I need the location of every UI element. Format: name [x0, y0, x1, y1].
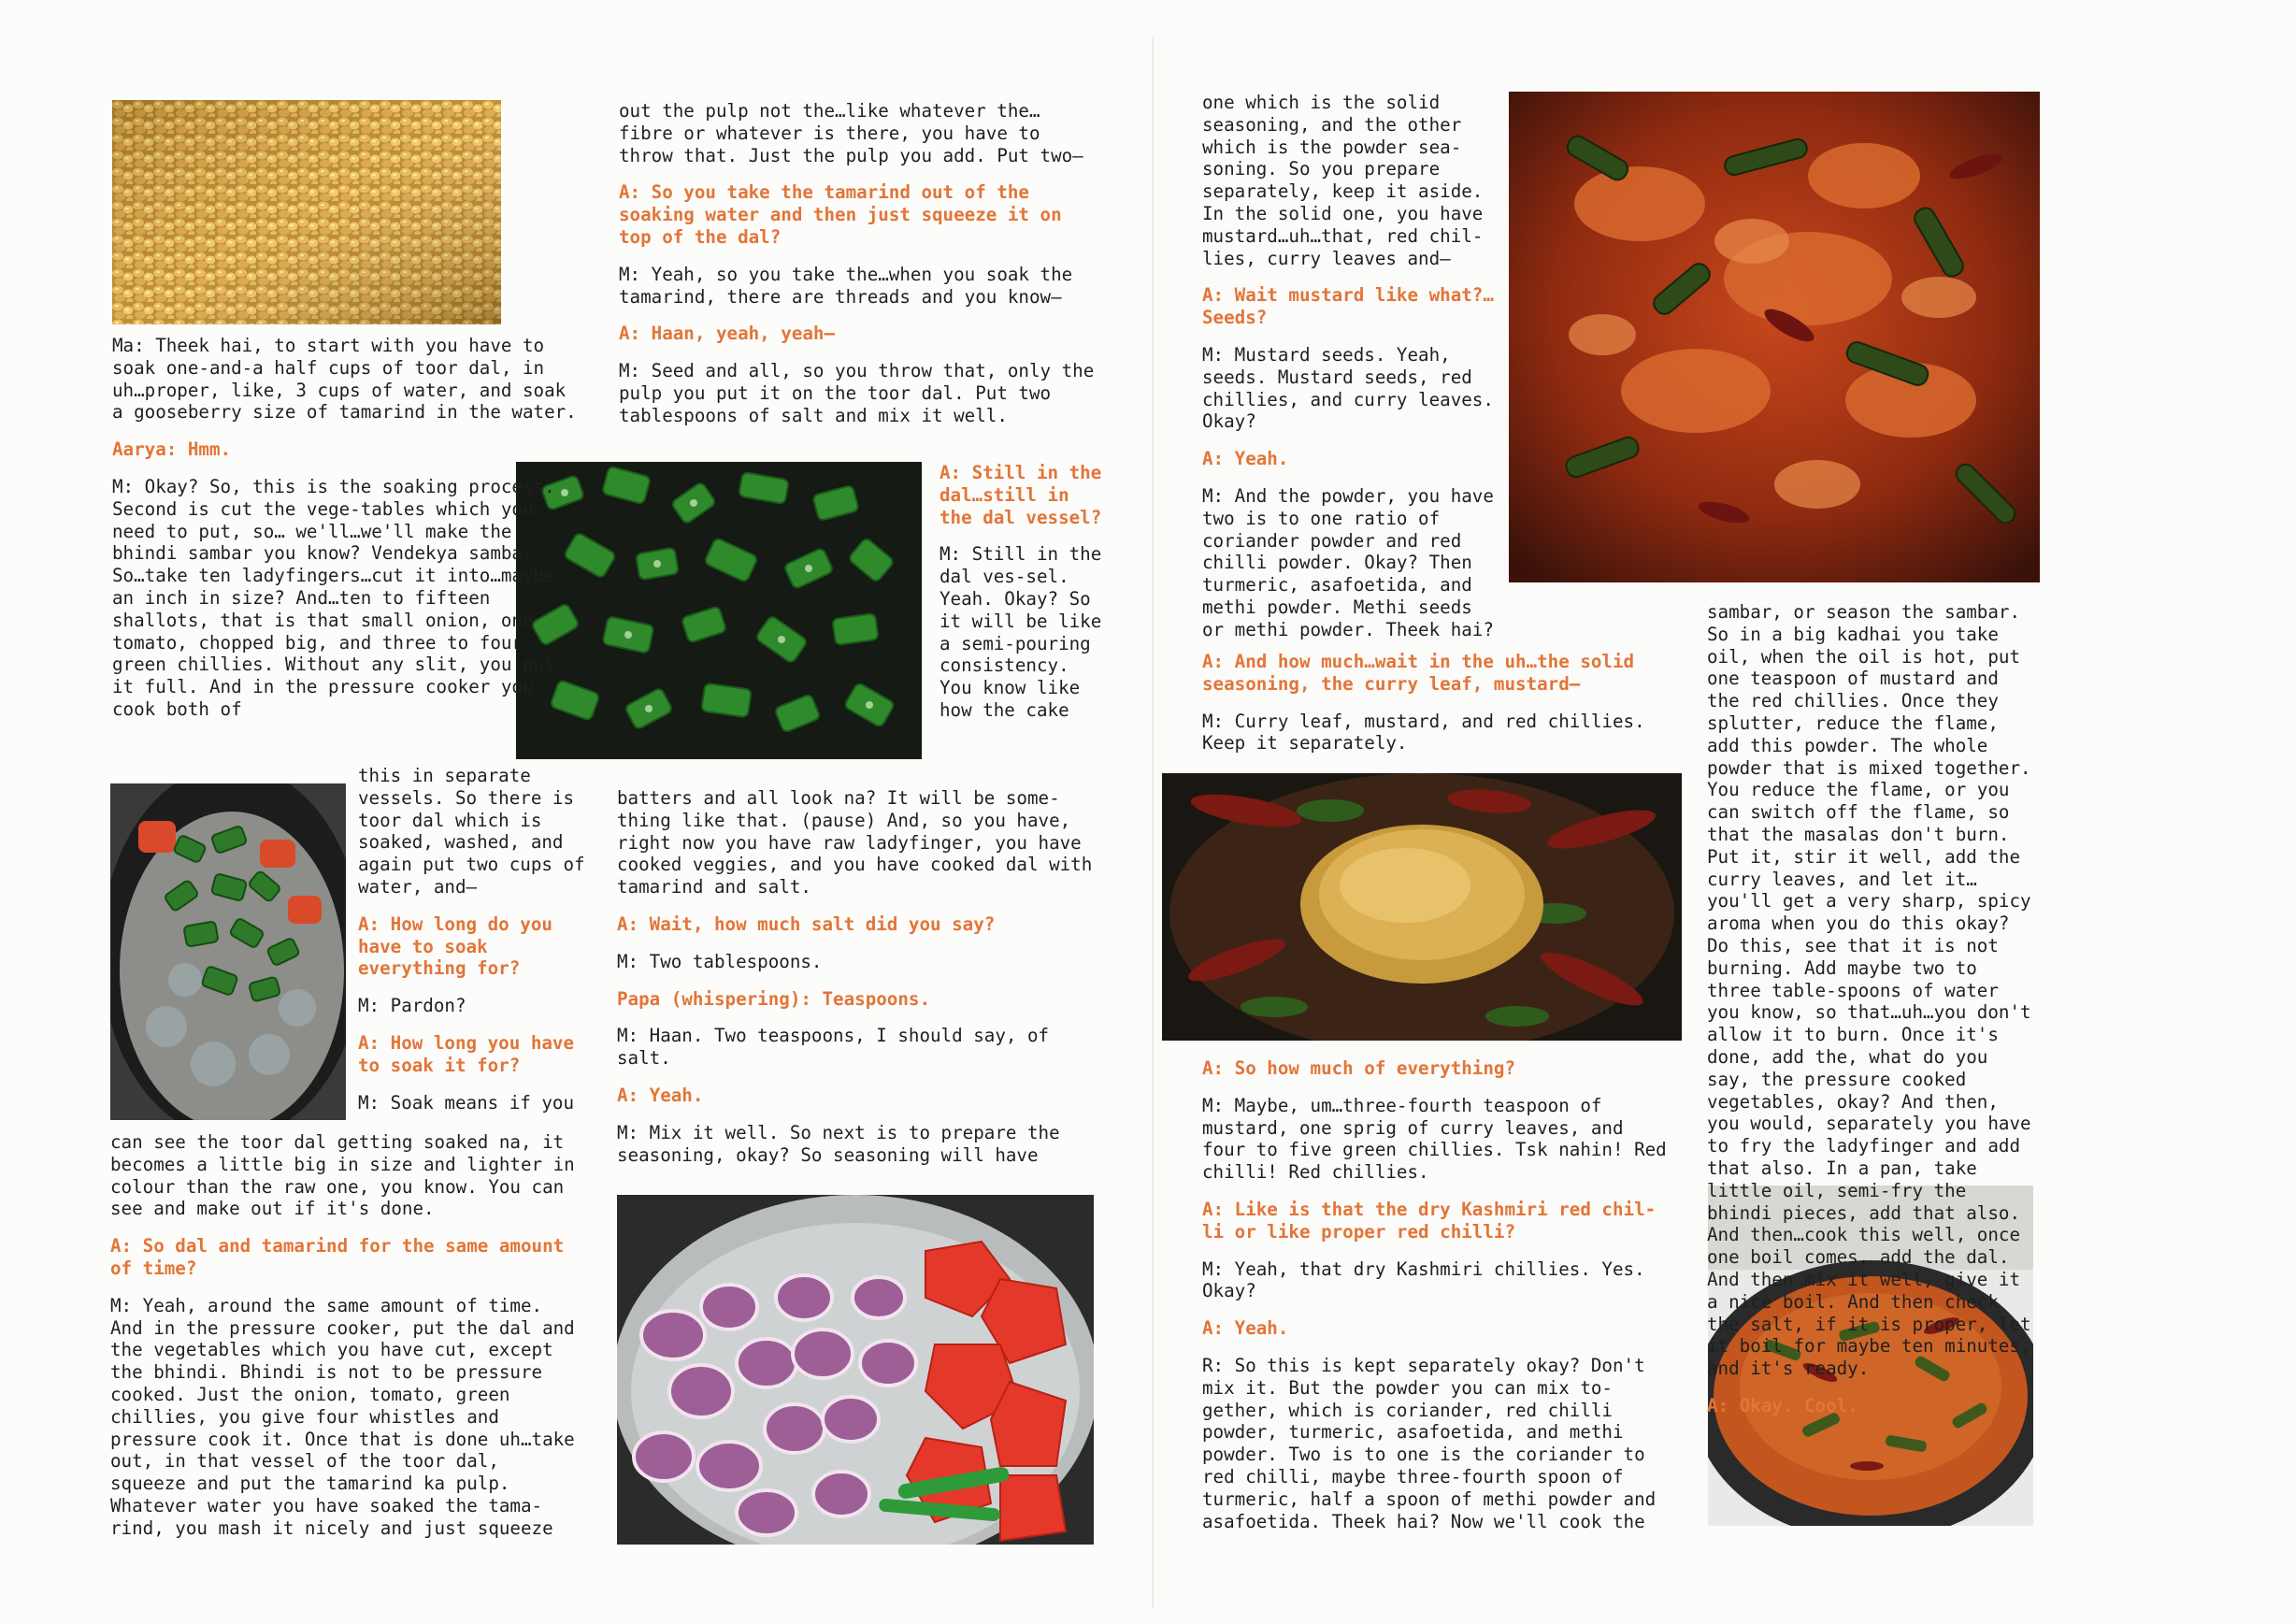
dialogue-paragraph: M: Maybe, um…three-fourth teaspoon of mustard, one sprig of curry leaves, and four to five green chillies. Tsk nahin! Red chilli! Red chillies. — [1202, 1094, 1667, 1184]
dialogue-paragraph: M: Okay? So, this is the soaking process. Second is cut the vege-tables which you need to put, so… we'll…we'll make the bhindi sambar you know? Vendekya sambar. So…take ten ladyfingers…cut it into…maybe an inch in size? And…ten to fifteen shallots, that is that small onion, one tomato, chopped big, and three to four green chillies. Without any slit, you put it full. And in the pressure cooker you cook both of — [112, 475, 555, 720]
dialogue-paragraph: M: Haan. Two teaspoons, I should say, of salt. — [617, 1025, 1050, 1070]
dialogue-paragraph: M: And the powder, you have two is to one ratio of coriander powder and red chilli powder. Okay? Then turmeric, asafoetida, and methi powder. Methi seeds or methi powder. Theek hai? — [1202, 484, 1494, 640]
dialogue-question: A: Haan, yeah, yeah— — [619, 323, 836, 345]
dialogue-paragraph: M: Yeah, that dry Kashmiri chillies. Yes. Okay? — [1202, 1258, 1645, 1302]
dialogue-paragraph: M: Mustard seeds. Yeah, seeds. Mustard seeds, red chillies, and curry leaves. Okay? — [1202, 343, 1494, 433]
column-3-mid — [1202, 651, 1670, 769]
dialogue-paragraph: R: So this is kept separately okay? Don't mix it. But the powder you can mix to-gether, which is coriander, red chilli powder, turmeric, asafoetida, and methi powder. Two is to one is the coriander to red chilli, maybe three-fourth spoon of turmeric, half a spoon of methi powder and asafoetida. Theek hai? Now we'll cook the — [1202, 1354, 1657, 1532]
dialogue-paragraph: Ma: Theek hai, to start with you have to soak one-and-a half cups of toor dal, in uh…proper, like, 3 cups of water, and soak a gooseberry size of tamarind in the water. — [112, 335, 577, 424]
dialogue-paragraph: one which is the solid seasoning, and the other which is the powder sea-soning. So you prepare separately, keep it aside. In the solid one, you have mustard…uh…that, red chil-lies, curry leaves and— — [1202, 92, 1484, 269]
dialogue-paragraph: M: Pardon? — [358, 995, 466, 1017]
photo-vegetables-in-cooker — [110, 783, 346, 1120]
column-2-bottom — [617, 787, 1099, 1181]
dialogue-question: A: Wait mustard like what?…Seeds? — [1202, 284, 1494, 329]
dialogue-paragraph: can see the toor dal getting soaked na, it becomes a little big in size and lighter in colour than the raw one, you know. You can see and make out if it's done. — [110, 1131, 575, 1220]
column-4 — [1707, 601, 2036, 1432]
dialogue-question: A: How long do you have to soak everything for? — [358, 913, 552, 980]
dialogue-paragraph: M: Mix it well. So next is to prepare the seasoning, okay? So seasoning will have — [617, 1121, 1060, 1166]
dialogue-question: Aarya: Hmm. — [112, 438, 232, 461]
photo-shallots-and-tomatoes — [617, 1195, 1094, 1545]
column-1-top — [112, 335, 580, 736]
dialogue-paragraph: M: Seed and all, so you throw that, only the pulp you put it on the toor dal. Put two tablespoons of salt and mix it well. — [619, 360, 1095, 426]
dialogue-question: A: So you take the tamarind out of the soaking water and then just squeeze it on top of the dal? — [619, 181, 1062, 248]
dialogue-question: A: So dal and tamarind for the same amount of time? — [110, 1235, 565, 1279]
dialogue-question: A: And how much…wait in the uh…the solid seasoning, the curry leaf, mustard— — [1202, 651, 1635, 695]
dialogue-paragraph: M: Curry leaf, mustard, and red chillies. Keep it separately. — [1202, 710, 1645, 755]
dialogue-paragraph: M: Still in the dal ves-sel. Yeah. Okay? So it will be like a semi-pouring consistency. You know like how the cake — [940, 543, 1102, 721]
dialogue-paragraph: this in separate vessels. So there is toor dal which is soaked, washed, and again put two cups of water, and— — [358, 765, 585, 898]
column-3-top — [1202, 92, 1498, 656]
dialogue-paragraph: sambar, or season the sambar. So in a big kadhai you take oil, when the oil is hot, put one teaspoon of mustard and the red chillies. Once they splutter, reduce the flame, add this powder. The whole powder that is mixed together. You reduce the flame, or you can switch off the flame, so that the masalas don't burn. Put it, stir it well, add the curry leaves, and let it… you'll get a very sharp, spicy aroma when you do this okay? Do this, see that it is not burning. Add maybe two to three table-spoons of water you know, so that…uh…you don't allow it to burn. Once it's done, add the, what do you say, the pressure cooked vegetables, okay? And then, you would, separately you have to fry the ladyfinger and add that also. In a pan, take little oil, semi-fry the bhindi pieces, add that also. And then…cook this well, once one boil comes, add the dal. And then mix it well, give it a nice boil. And then check the salt, if it is proper, let it boil for maybe ten minutes, and it's ready. — [1707, 601, 2031, 1380]
dialogue-question: Papa (whispering): Teaspoons. — [617, 987, 931, 1010]
dialogue-paragraph: M: Yeah, around the same amount of time. And in the pressure cooker, put the dal and the vegetables which you have cut, except the bhindi. Bhindi is not to be pressure cooked. Just the onion, tomato, green chillies, you give four whistles and pressure cook it. Once that is done uh…take out, in that vessel of the toor dal, squeeze and put the tamarind ka pulp. Whatever water you have soaked the tama-rind, you mash it nicely and just squeeze — [110, 1294, 575, 1539]
page-gutter — [1152, 37, 1154, 1608]
dialogue-question: A: Wait, how much salt did you say? — [617, 913, 996, 935]
dialogue-question: A: Still in the dal…still in the dal vessel? — [940, 462, 1102, 528]
dialogue-paragraph: M: Soak means if you — [358, 1091, 575, 1114]
photo-sambar-closeup — [1509, 92, 2040, 582]
column-2-top — [619, 100, 1097, 442]
dialogue-paragraph: out the pulp not the…like whatever the… fibre or whatever is there, you have to throw that. Just the pulp you add. Put two— — [619, 100, 1083, 166]
photo-soaked-toor-dal — [112, 100, 501, 324]
dialogue-question: A: Yeah. — [1202, 1317, 1289, 1340]
column-2-side — [940, 462, 1104, 737]
dialogue-paragraph: M: Yeah, so you take the…when you soak the tamarind, there are threads and you know— — [619, 263, 1073, 308]
dialogue-question: A: Yeah. — [1202, 448, 1289, 470]
dialogue-paragraph: batters and all look na? It will be some-thing like that. (pause) And, so you have, right now you have raw ladyfinger, you have cooked veggies, and you have cooked dal with tamarind and salt. — [617, 787, 1093, 898]
column-3-bottom — [1202, 1057, 1671, 1547]
dialogue-question: A: How long you have to soak it for? — [358, 1031, 575, 1076]
dialogue-question: A: Yeah. — [617, 1084, 704, 1106]
dialogue-question: A: Like is that the dry Kashmiri red chil-li or like proper red chilli? — [1202, 1198, 1657, 1243]
dialogue-paragraph: M: Two tablespoons. — [617, 950, 823, 972]
dialogue-question: A: So how much of everything? — [1202, 1057, 1516, 1079]
column-1-mid — [358, 765, 592, 1128]
column-1-bottom — [110, 1131, 585, 1555]
photo-powder-seasoning — [1162, 773, 1682, 1041]
dialogue-question: A: Okay. Cool. — [1707, 1394, 1858, 1416]
